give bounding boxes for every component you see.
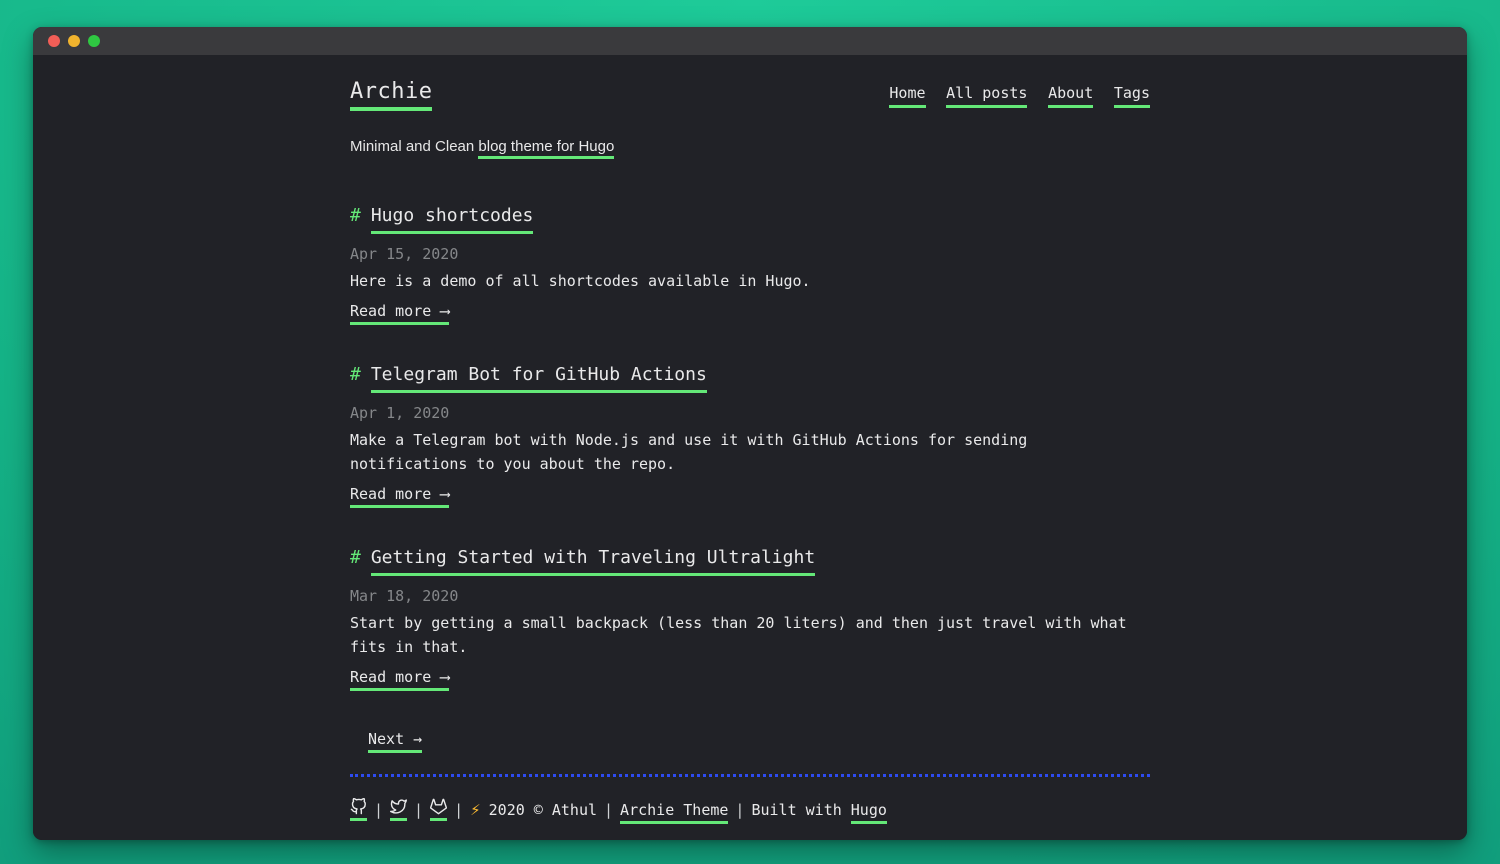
footer-hugo — [851, 801, 887, 819]
page-content — [33, 55, 1467, 840]
hugo-link[interactable]: Hugo — [851, 801, 887, 824]
browser-window — [33, 27, 1467, 840]
nav-item-all-posts[interactable]: All posts — [946, 84, 1027, 108]
site-header — [350, 79, 1150, 104]
post-item — [350, 205, 1150, 320]
github-icon — [350, 798, 367, 815]
post-summary: Start by getting a small backpack (less than 20 liters) and then just travel with what fits in that. — [350, 614, 1127, 656]
site-title-link[interactable]: Archie — [350, 79, 432, 111]
post-title — [350, 547, 1150, 568]
archie-theme-link[interactable]: Archie Theme — [620, 801, 728, 824]
gitlab-link[interactable] — [430, 798, 447, 821]
pipe-separator: | — [374, 800, 384, 819]
footer-built-with: Built with — [751, 800, 842, 819]
post-list — [350, 205, 1150, 686]
twitter-icon — [390, 798, 407, 815]
pipe-separator: | — [454, 800, 464, 819]
post-summary: Here is a demo of all shortcodes available in Hugo. — [350, 272, 811, 290]
site-tagline — [350, 138, 1150, 155]
post-title-link[interactable]: Telegram Bot for GitHub Actions — [371, 364, 707, 393]
close-window-button[interactable] — [48, 35, 60, 47]
twitter-link[interactable] — [390, 798, 407, 821]
read-more-link[interactable]: Read more ⟶ — [350, 485, 449, 508]
nav-item-home[interactable]: Home — [889, 84, 925, 108]
read-more — [350, 668, 1150, 686]
site-title — [350, 79, 432, 104]
post-title-link[interactable]: Getting Started with Traveling Ultralight — [371, 547, 815, 576]
hash-marker: # — [350, 547, 361, 568]
post-summary: Make a Telegram bot with Node.js and use it with GitHub Actions for sending notifications to you about the repo. — [350, 431, 1028, 473]
pipe-separator: | — [604, 800, 614, 819]
minimize-window-button[interactable] — [68, 35, 80, 47]
hash-marker: # — [350, 364, 361, 385]
nav-item-tags[interactable]: Tags — [1114, 84, 1150, 108]
footer-copyright: 2020 © Athul — [488, 800, 598, 819]
window-titlebar — [33, 27, 1467, 55]
post-item — [350, 547, 1150, 686]
tagline-text: Minimal and Clean — [350, 138, 475, 155]
read-more — [350, 302, 1150, 320]
hash-marker: # — [350, 205, 361, 226]
pipe-separator: | — [735, 800, 745, 819]
post-item — [350, 364, 1150, 503]
footer-separator-line — [350, 774, 1150, 777]
read-more-link[interactable]: Read more ⟶ — [350, 668, 449, 691]
gitlab-icon — [430, 798, 447, 815]
post-date: Apr 15, 2020 — [350, 245, 459, 263]
next-page-link[interactable]: Next → — [368, 730, 422, 753]
post-date: Mar 18, 2020 — [350, 587, 459, 605]
pipe-separator: | — [414, 800, 424, 819]
post-date: Apr 1, 2020 — [350, 404, 450, 422]
site-nav — [878, 83, 1150, 102]
nav-item-about[interactable]: About — [1048, 84, 1093, 108]
read-more-link[interactable]: Read more ⟶ — [350, 302, 449, 325]
read-more — [350, 485, 1150, 503]
site-footer — [350, 798, 1150, 821]
github-link[interactable] — [350, 798, 367, 821]
post-title-link[interactable]: Hugo shortcodes — [371, 205, 534, 234]
post-title — [350, 364, 1150, 385]
pagination — [368, 730, 1150, 748]
post-title — [350, 205, 1150, 226]
footer-theme — [620, 801, 728, 819]
tagline-link[interactable]: blog theme for Hugo — [478, 138, 614, 159]
zoom-window-button[interactable] — [88, 35, 100, 47]
lightning-bolt-icon: ⚡ — [470, 800, 481, 819]
